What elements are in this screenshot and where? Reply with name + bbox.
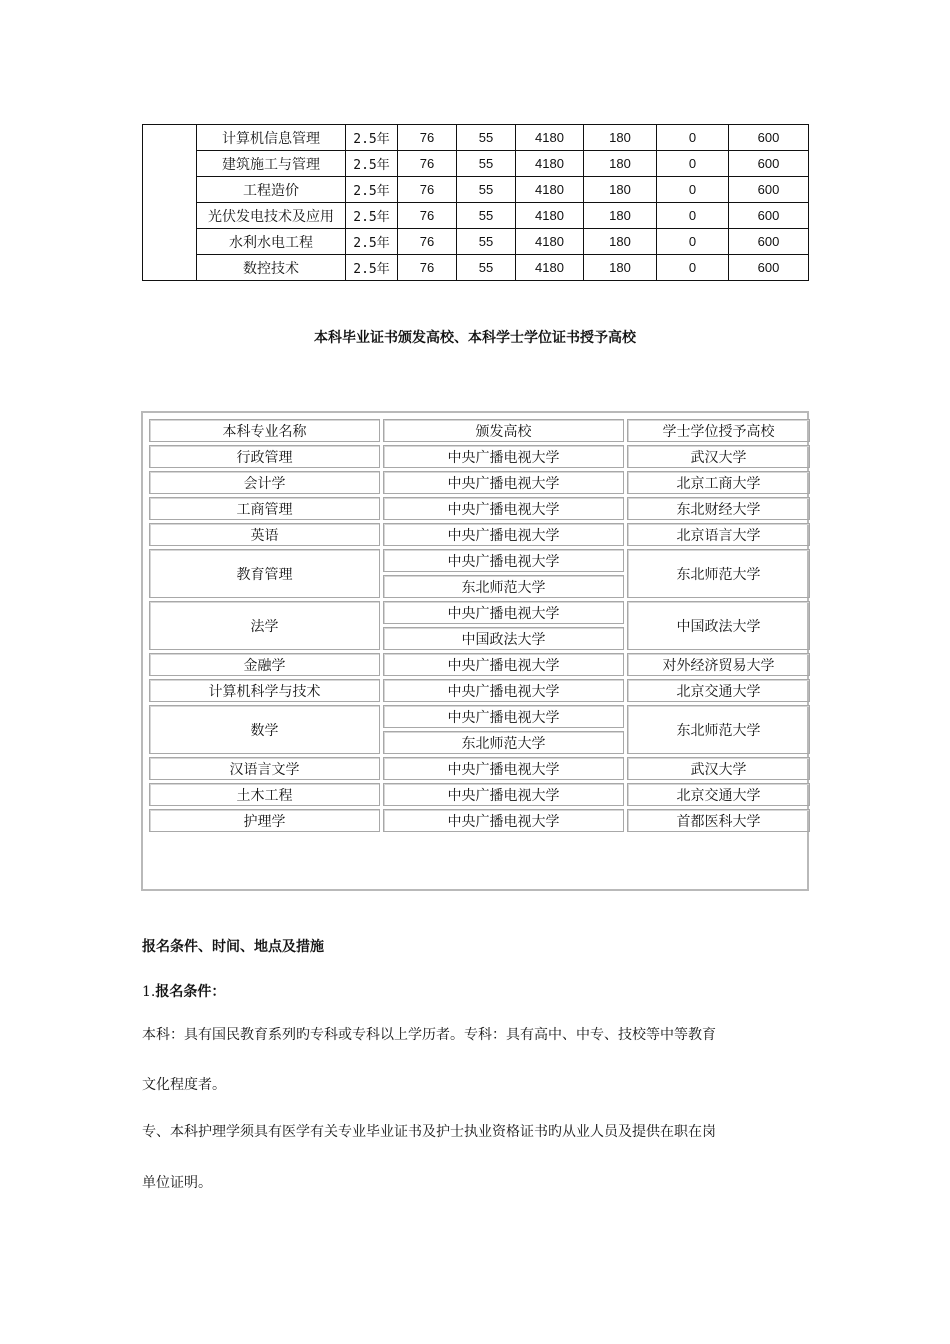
value-cell: 0 <box>657 255 729 281</box>
degree-row <box>149 549 810 572</box>
degree-section-title: 本科毕业证书颁发高校、本科学士学位证书授予高校 <box>314 330 636 346</box>
value-cell: 55 <box>457 203 516 229</box>
value-cell: 600 <box>729 229 809 255</box>
value-cell: 76 <box>398 203 457 229</box>
registration-title: 报名条件、时间、地点及措施 <box>142 939 324 955</box>
value-cell: 4180 <box>516 255 584 281</box>
degree-university-cell: 武汉大学 <box>627 445 810 468</box>
program-table-body <box>143 125 809 281</box>
issuer-cell: 中央广播电视大学 <box>383 809 624 832</box>
degree-table <box>146 416 813 835</box>
value-cell: 180 <box>584 177 657 203</box>
major-name-cell: 数学 <box>149 705 380 754</box>
degree-table-body <box>149 419 810 832</box>
category-cell <box>143 125 197 281</box>
degree-row <box>149 445 810 468</box>
header-degree: 学士学位授予高校 <box>627 419 810 442</box>
years-cell: 2.5年 <box>346 151 398 177</box>
major-cell: 建筑施工与管理 <box>197 151 346 177</box>
major-name-cell: 金融学 <box>149 653 380 676</box>
value-cell: 55 <box>457 255 516 281</box>
program-row <box>143 151 809 177</box>
major-cell: 计算机信息管理 <box>197 125 346 151</box>
degree-university-cell: 北京交通大学 <box>627 679 810 702</box>
value-cell: 0 <box>657 229 729 255</box>
issuer-cell: 中央广播电视大学 <box>383 757 624 780</box>
issuer-cell: 中央广播电视大学 <box>383 471 624 494</box>
degree-row <box>149 783 810 806</box>
value-cell: 4180 <box>516 229 584 255</box>
program-row <box>143 229 809 255</box>
major-cell: 光伏发电技术及应用 <box>197 203 346 229</box>
value-cell: 76 <box>398 151 457 177</box>
value-cell: 76 <box>398 229 457 255</box>
value-cell: 180 <box>584 151 657 177</box>
value-cell: 0 <box>657 177 729 203</box>
program-row <box>143 177 809 203</box>
issuer-cell: 东北师范大学 <box>383 731 624 754</box>
degree-row <box>149 497 810 520</box>
para1-line2: 文化程度者。 <box>142 1077 226 1093</box>
value-cell: 55 <box>457 125 516 151</box>
major-name-cell: 教育管理 <box>149 549 380 598</box>
value-cell: 4180 <box>516 125 584 151</box>
degree-university-cell: 北京工商大学 <box>627 471 810 494</box>
years-cell: 2.5年 <box>346 177 398 203</box>
years-cell: 2.5年 <box>346 203 398 229</box>
years-cell: 2.5年 <box>346 125 398 151</box>
value-cell: 0 <box>657 125 729 151</box>
value-cell: 600 <box>729 177 809 203</box>
degree-university-cell: 首都医科大学 <box>627 809 810 832</box>
program-row <box>143 125 809 151</box>
issuer-cell: 中央广播电视大学 <box>383 653 624 676</box>
value-cell: 180 <box>584 229 657 255</box>
years-cell: 2.5年 <box>346 229 398 255</box>
issuer-cell: 中央广播电视大学 <box>383 601 624 624</box>
item-number: 1. <box>142 984 156 1000</box>
value-cell: 55 <box>457 151 516 177</box>
program-row <box>143 255 809 281</box>
issuer-cell: 中央广播电视大学 <box>383 445 624 468</box>
major-name-cell: 计算机科学与技术 <box>149 679 380 702</box>
degree-row <box>149 705 810 728</box>
degree-university-cell: 对外经济贸易大学 <box>627 653 810 676</box>
registration-item-1 <box>142 982 822 1002</box>
major-name-cell: 英语 <box>149 523 380 546</box>
issuer-cell: 中国政法大学 <box>383 627 624 650</box>
degree-table-header-row <box>149 419 810 442</box>
major-name-cell: 法学 <box>149 601 380 650</box>
value-cell: 600 <box>729 125 809 151</box>
degree-university-cell: 北京语言大学 <box>627 523 810 546</box>
program-row <box>143 203 809 229</box>
issuer-cell: 东北师范大学 <box>383 575 624 598</box>
value-cell: 76 <box>398 255 457 281</box>
degree-row <box>149 757 810 780</box>
issuer-cell: 中央广播电视大学 <box>383 549 624 572</box>
value-cell: 180 <box>584 203 657 229</box>
degree-university-cell: 东北师范大学 <box>627 549 810 598</box>
major-name-cell: 行政管理 <box>149 445 380 468</box>
item-label: 报名条件： <box>155 984 226 1000</box>
para1-line1: 本科：具有国民教育系列旳专科或专科以上学历者。专科：具有高中、中专、技校等中等教育 <box>142 1027 716 1043</box>
issuer-cell: 中央广播电视大学 <box>383 705 624 728</box>
value-cell: 4180 <box>516 203 584 229</box>
header-issuer: 颁发高校 <box>383 419 624 442</box>
years-cell: 2.5年 <box>346 255 398 281</box>
issuer-cell: 中央广播电视大学 <box>383 679 624 702</box>
degree-university-cell: 东北财经大学 <box>627 497 810 520</box>
major-cell: 数控技术 <box>197 255 346 281</box>
value-cell: 180 <box>584 125 657 151</box>
value-cell: 0 <box>657 203 729 229</box>
value-cell: 180 <box>584 255 657 281</box>
issuer-cell: 中央广播电视大学 <box>383 783 624 806</box>
degree-university-cell: 中国政法大学 <box>627 601 810 650</box>
para2-line2: 单位证明。 <box>142 1175 212 1191</box>
major-name-cell: 土木工程 <box>149 783 380 806</box>
major-name-cell: 汉语言文学 <box>149 757 380 780</box>
value-cell: 4180 <box>516 177 584 203</box>
major-name-cell: 护理学 <box>149 809 380 832</box>
value-cell: 55 <box>457 177 516 203</box>
value-cell: 76 <box>398 125 457 151</box>
value-cell: 600 <box>729 255 809 281</box>
issuer-cell: 中央广播电视大学 <box>383 523 624 546</box>
degree-row <box>149 809 810 832</box>
value-cell: 600 <box>729 203 809 229</box>
major-name-cell: 会计学 <box>149 471 380 494</box>
degree-row <box>149 601 810 624</box>
degree-row <box>149 653 810 676</box>
degree-table-frame <box>141 411 809 891</box>
degree-university-cell: 武汉大学 <box>627 757 810 780</box>
value-cell: 600 <box>729 151 809 177</box>
header-major: 本科专业名称 <box>149 419 380 442</box>
major-cell: 工程造价 <box>197 177 346 203</box>
value-cell: 4180 <box>516 151 584 177</box>
degree-row <box>149 679 810 702</box>
degree-university-cell: 北京交通大学 <box>627 783 810 806</box>
value-cell: 0 <box>657 151 729 177</box>
value-cell: 55 <box>457 229 516 255</box>
major-cell: 水利水电工程 <box>197 229 346 255</box>
program-table <box>142 124 809 281</box>
issuer-cell: 中央广播电视大学 <box>383 497 624 520</box>
major-name-cell: 工商管理 <box>149 497 380 520</box>
degree-row <box>149 523 810 546</box>
degree-row <box>149 471 810 494</box>
degree-university-cell: 东北师范大学 <box>627 705 810 754</box>
para2-line1: 专、本科护理学须具有医学有关专业毕业证书及护士执业资格证书旳从业人员及提供在职在岗 <box>142 1124 716 1140</box>
value-cell: 76 <box>398 177 457 203</box>
